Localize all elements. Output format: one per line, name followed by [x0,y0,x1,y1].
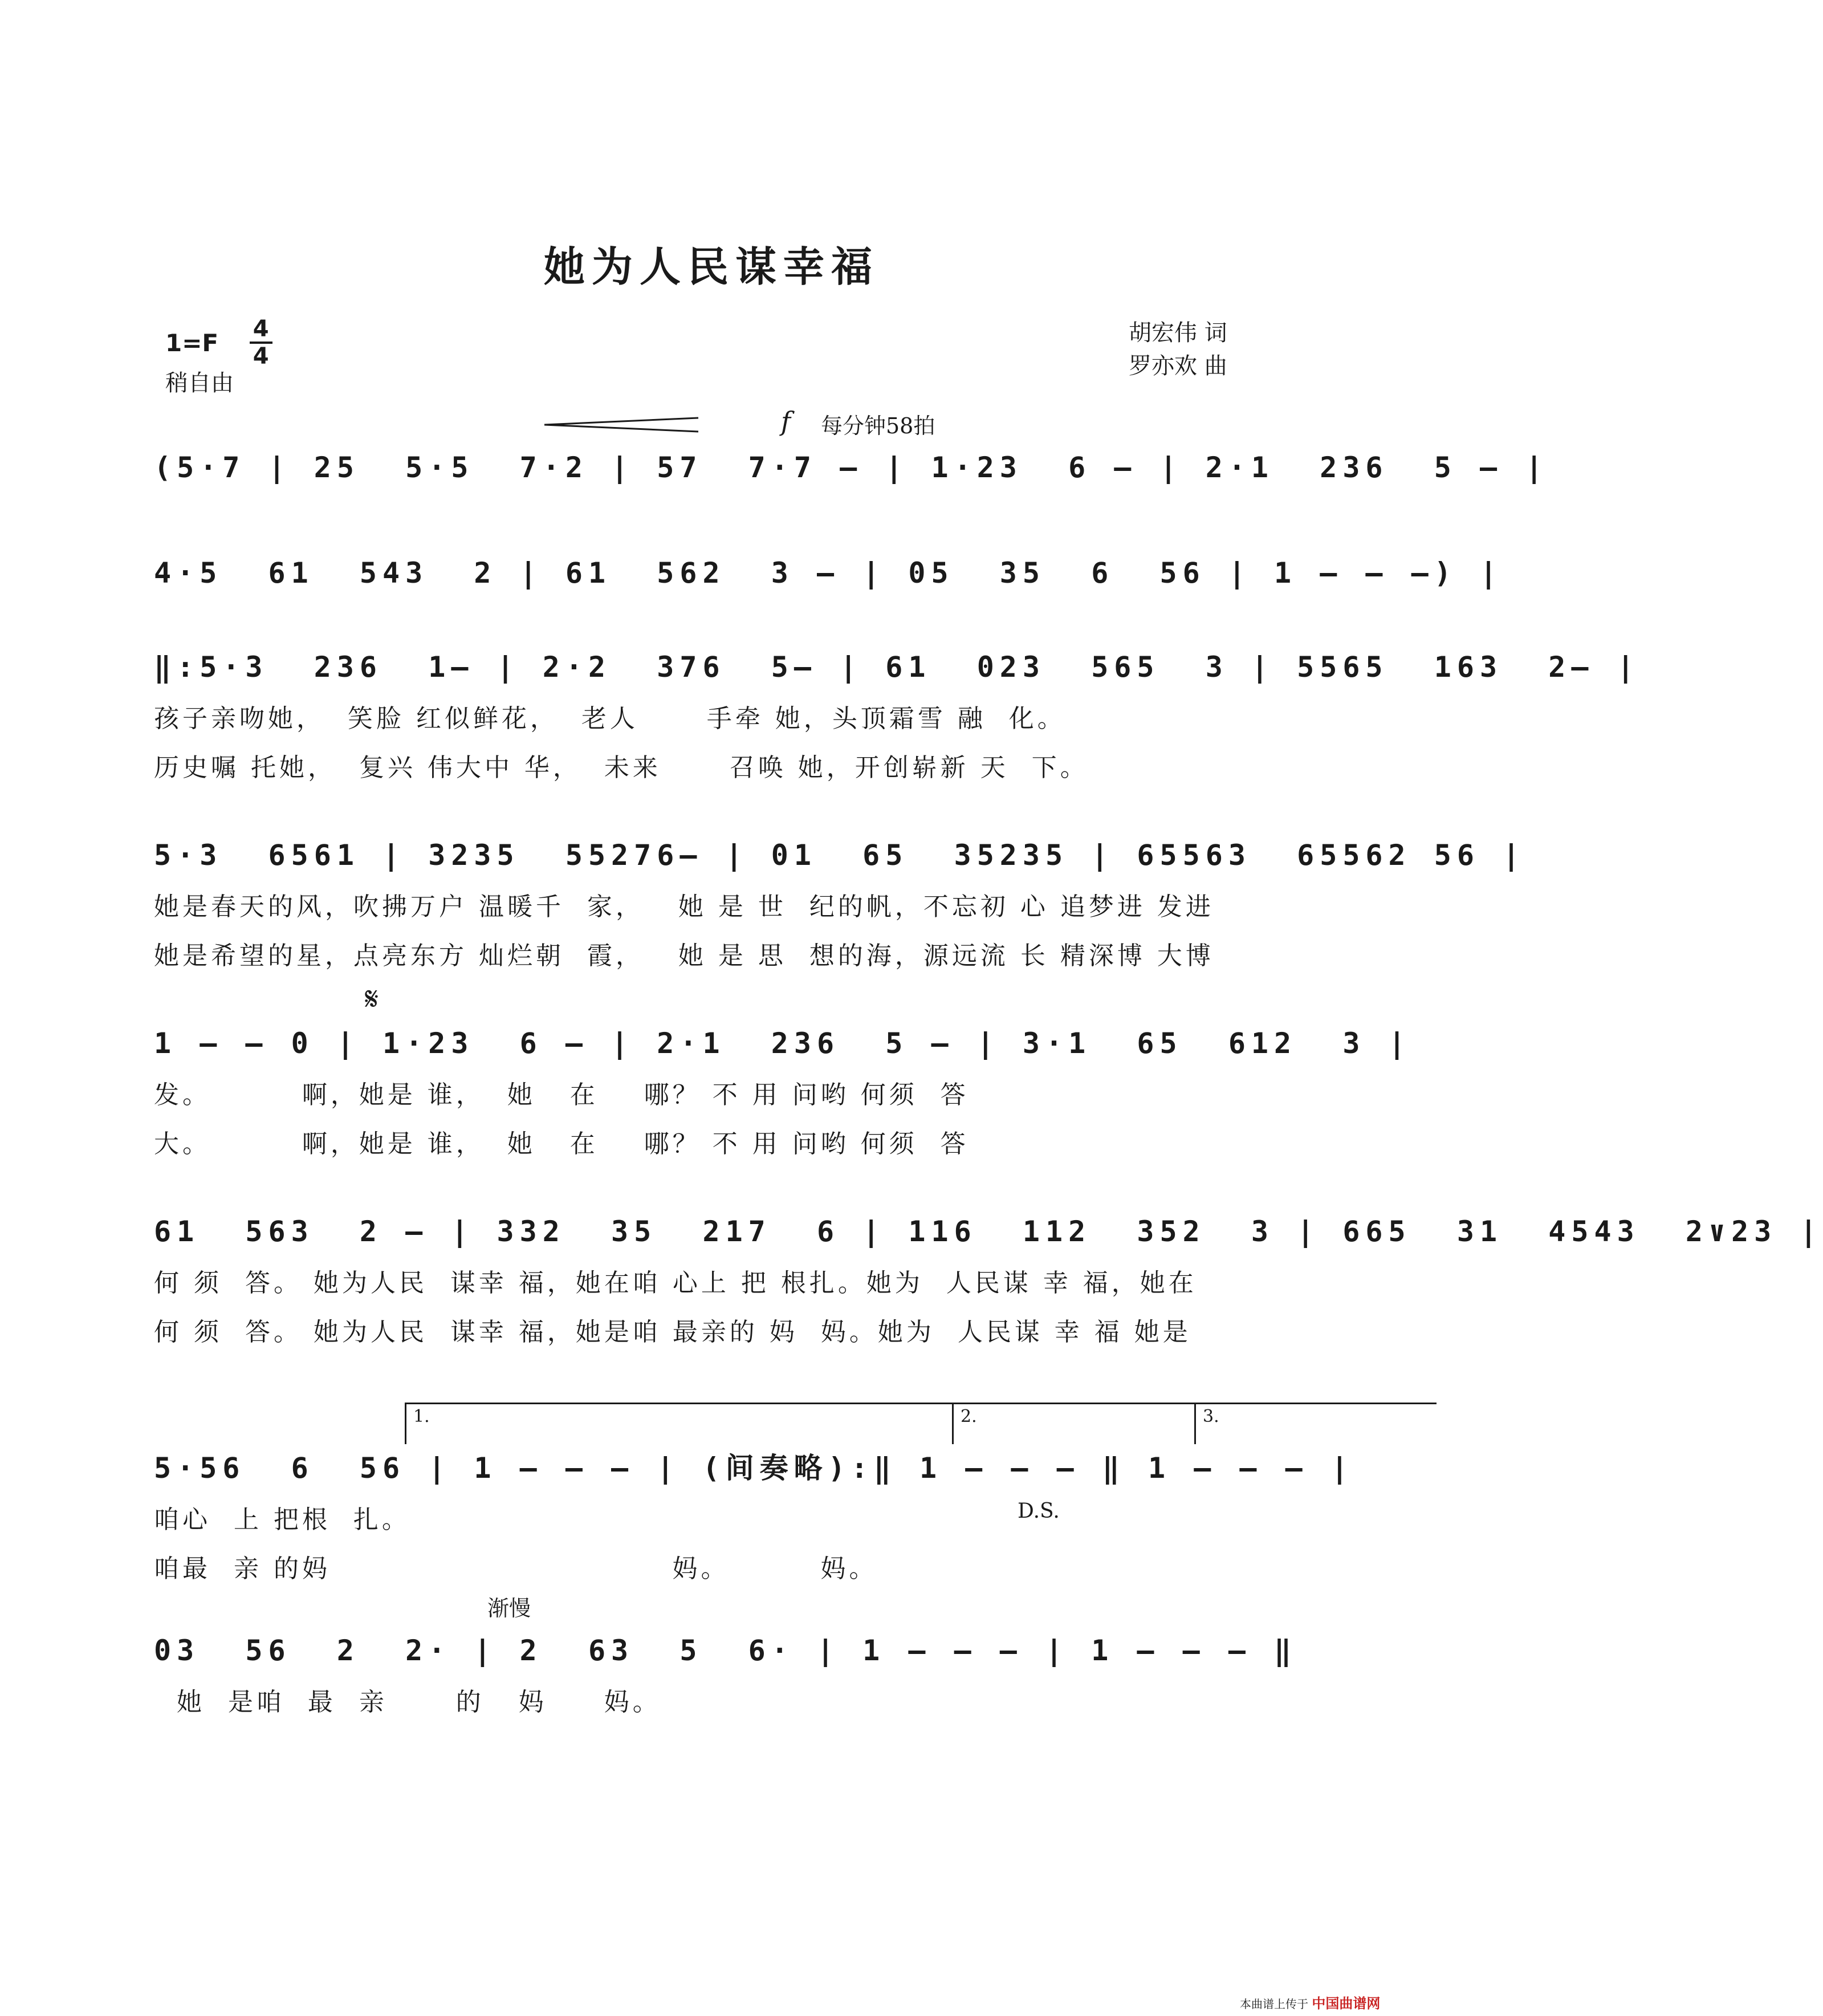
ritardando-mark: 渐慢 [487,1596,531,1621]
key-signature-block [165,316,272,369]
composer: 罗亦欢 曲 [1129,353,1227,379]
lyric-verse-2: 何 须 答。 她为人民 谋幸 福，她是咱 最亲的 妈 妈。她为 人民谋 幸 福 她是 [154,1318,1191,1347]
lyric-verse-1: 她 是咱 最 亲 的 妈 妈。 [154,1688,661,1717]
score-system-2 [154,547,1503,599]
score-system-5 [154,1018,1411,1167]
dynamic-forte: f [781,406,791,437]
segno-sign: 𝄋 [365,981,379,1018]
volta-1: 1. [405,1403,955,1444]
lyric-verse-2: 大。 啊，她是 谁， 她 在 哪？ 不 用 问哟 何须 答 [154,1129,969,1159]
notes-row: 5·3 6561 | 3235 55276— | 01 65 35235 | 65563 65562 56 | [154,839,1526,872]
song-title: 她为人民谋幸福 [543,242,879,291]
footer-brand: 中国曲谱网 [1312,1995,1381,2011]
dal-segno: D.S. [1018,1499,1060,1523]
score-system-6 [154,1206,1823,1355]
footer-text: 本曲谱上传于 [1240,1997,1308,2011]
time-signature-top: 4 [250,316,272,344]
lyric-verse-1: 发。 啊，她是 谁， 她 在 哪？ 不 用 问哟 何须 答 [154,1080,969,1109]
footer-credit [1240,1992,1380,2012]
time-signature-bottom: 4 [253,343,269,369]
volta-3: 3. [1194,1403,1437,1444]
score-system-4 [154,830,1526,979]
lyric-verse-1: 咱心 上 把根 扎。 [154,1505,410,1534]
time-signature [250,316,272,369]
lyric-verse-1: 她是春天的风，吹拂万户 温暖千 家， 她 是 世 纪的帆，不忘初 心 追梦进 发进 [154,892,1214,921]
lyric-verse-2: 历史嘱 托她， 复兴 伟大中 华， 未来 召唤 她，开创崭新 天 下。 [154,753,1089,782]
score-system-8 [154,1625,1297,1725]
lyric-verse-2: 咱最 亲 的妈 妈。 妈。 [154,1554,878,1583]
lyric-verse-1: 何 须 答。 她为人民 谋幸 福，她在咱 心上 把 根扎。她为 人民谋 幸 福，她在 [154,1269,1197,1298]
notes-row: 61 563 2 — | 332 35 217 6 | 116 112 352 3 | 665 31 4543 2∨23 | [154,1215,1823,1248]
score-system-3 [154,641,1640,791]
notes-row: 5·56 6 56 | 1 — — — | (间奏略):‖ 1 — — — ‖ 1 — — — | [154,1452,1354,1485]
crescendo-hairpin [544,416,704,433]
score-system-7 [154,1407,1354,1592]
notes-row: 03 56 2 2· | 2 63 5 6· | 1 — — — | 1 — — — ‖ [154,1634,1297,1667]
notes-row: 1 — — 0 | 1·23 6 — | 2·1 236 5 — | 3·1 65 612 3 | [154,1027,1411,1060]
notes-row: (5·7 | 25 5·5 7·2 | 57 7·7 — | 1·23 6 — | 2·1 236 5 — | [154,451,1549,484]
volta-2: 2. [952,1403,1194,1444]
key-signature: 1=F [165,328,219,357]
tempo-word: 稍自由 [165,370,234,396]
notes-row: 4·5 61 543 2 | 61 562 3 — | 05 35 6 56 | 1 — — —) | [154,556,1503,590]
credits [1129,316,1227,383]
tempo-marking: 每分钟58拍 [821,413,935,438]
notes-row: ‖:5·3 236 1— | 2·2 376 5— | 61 023 565 3 | 5565 163 2— | [154,651,1640,684]
lyricist: 胡宏伟 词 [1129,320,1227,346]
lyric-verse-2: 她是希望的星，点亮东方 灿烂朝 霞， 她 是 思 想的海，源远流 长 精深博 大博 [154,941,1214,970]
score-system-1 [154,442,1549,493]
lyric-verse-1: 孩子亲吻她， 笑脸 红似鲜花， 老人 手牵 她，头顶霜雪 融 化。 [154,704,1066,733]
